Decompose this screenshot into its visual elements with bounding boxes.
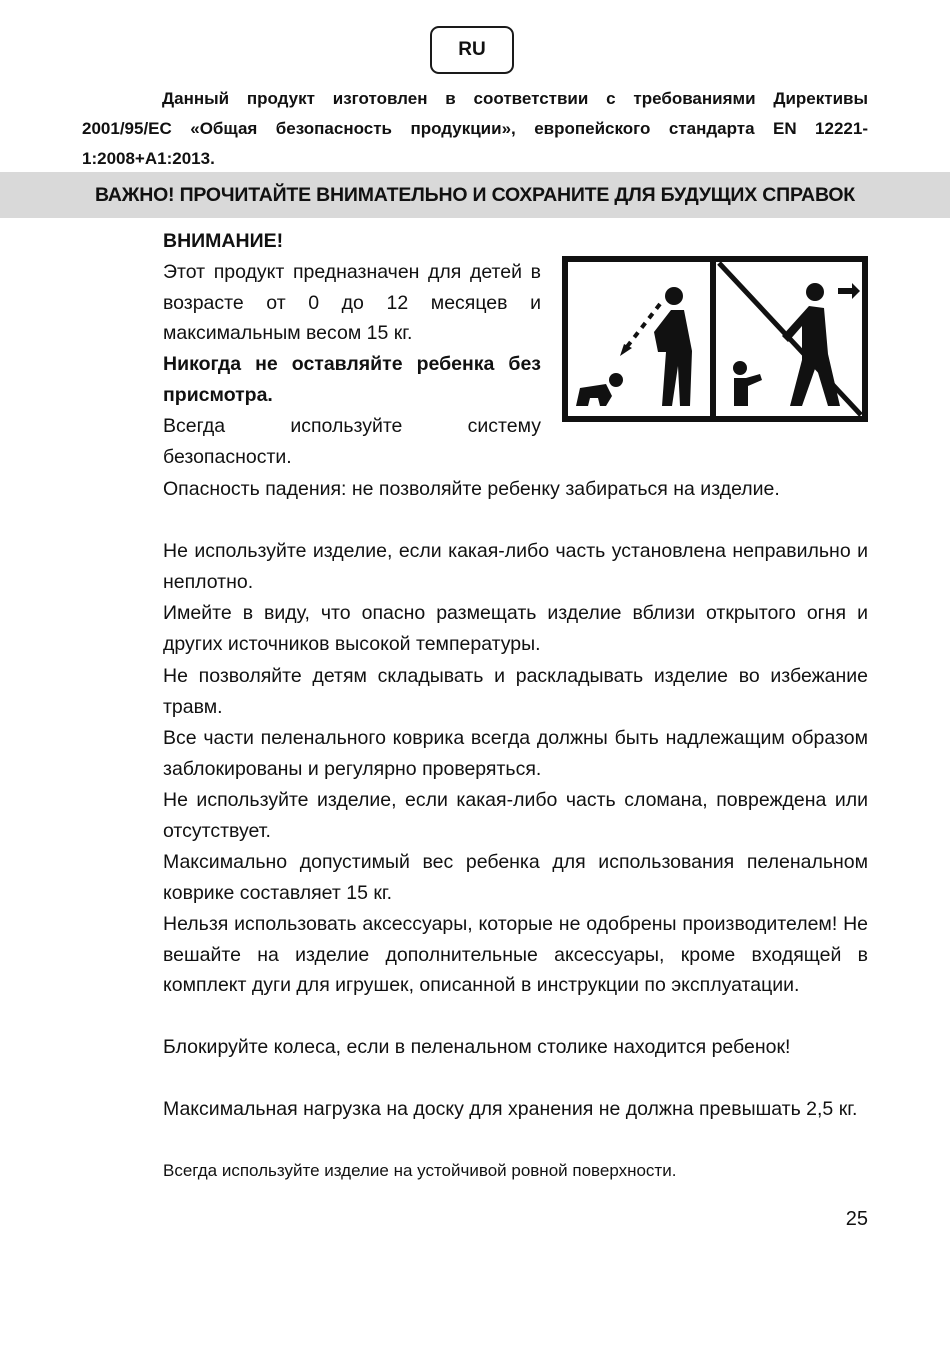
warning-item: Имейте в виду, что опасно размещать изделие вблизи открытого огня и других источников высокой температуры. — [163, 602, 868, 655]
warning-stable-surface: Всегда используйте изделие на устойчивой ровной поверхности. — [163, 1161, 677, 1180]
warning-item: Все части пеленального коврика всегда должны быть надлежащим образом заблокированы и регулярно проверяться. — [163, 727, 868, 780]
warning-item: Блокируйте колеса, если в пеленальном столике находится ребенок! — [163, 1036, 791, 1058]
warning-item: Не используйте изделие, если какая-либо часть сломана, повреждена или отсутствует. — [163, 789, 868, 842]
warning-item: Опасность падения: не позволяйте ребенку забираться на изделие. — [163, 478, 780, 500]
warning-item: Не используйте изделие, если какая-либо часть установлена неправильно и неплотно. — [163, 540, 868, 593]
warning-item: Максимально допустимый вес ребенка для использования пеленальном коврике составляет 15 кг. — [163, 851, 868, 904]
warning-item: Не позволяйте детям складывать и раскладывать изделие во избежание травм. — [163, 665, 868, 718]
language-badge: RU — [430, 26, 514, 74]
warning-never-unattended: Никогда не оставляйте ребенка без присмотра. — [163, 353, 541, 406]
warning-item: Нельзя использовать аксессуары, которые не одобрены производителем! Не вешайте на изделие дополнительные аксессуары, кроме входящей в комплект дуги для игрушек, описанной в инструкции по эксплуатации. — [163, 913, 868, 996]
page-number: 25 — [845, 1208, 868, 1230]
do-not-leave-child-unattended-pictogram-icon — [562, 256, 868, 422]
warning-item: Максимальная нагрузка на доску для хранения не должна превышать 2,5 кг. — [163, 1098, 858, 1120]
important-banner — [0, 172, 950, 218]
warning-age-weight: Этот продукт предназначен для детей в возрасте от 0 до 12 месяцев и максимальным весом 15 кг. — [163, 261, 541, 344]
banner-title: ВАЖНО! ПРОЧИТАЙТЕ ВНИМАТЕЛЬНО И СОХРАНИТЕ ДЛЯ БУДУЩИХ СПРАВОК — [94, 183, 856, 206]
warning-heading: ВНИМАНИЕ! — [163, 230, 284, 252]
warning-safety-system: Всегда используйте систему безопасности. — [163, 415, 541, 468]
compliance-statement: Данный продукт изготовлен в соответствии с требованиями Директивы 2001/95/EC «Общая безопасность продукции», европейского стандарта EN 12221-1:2008+A1:2013. — [82, 89, 868, 168]
